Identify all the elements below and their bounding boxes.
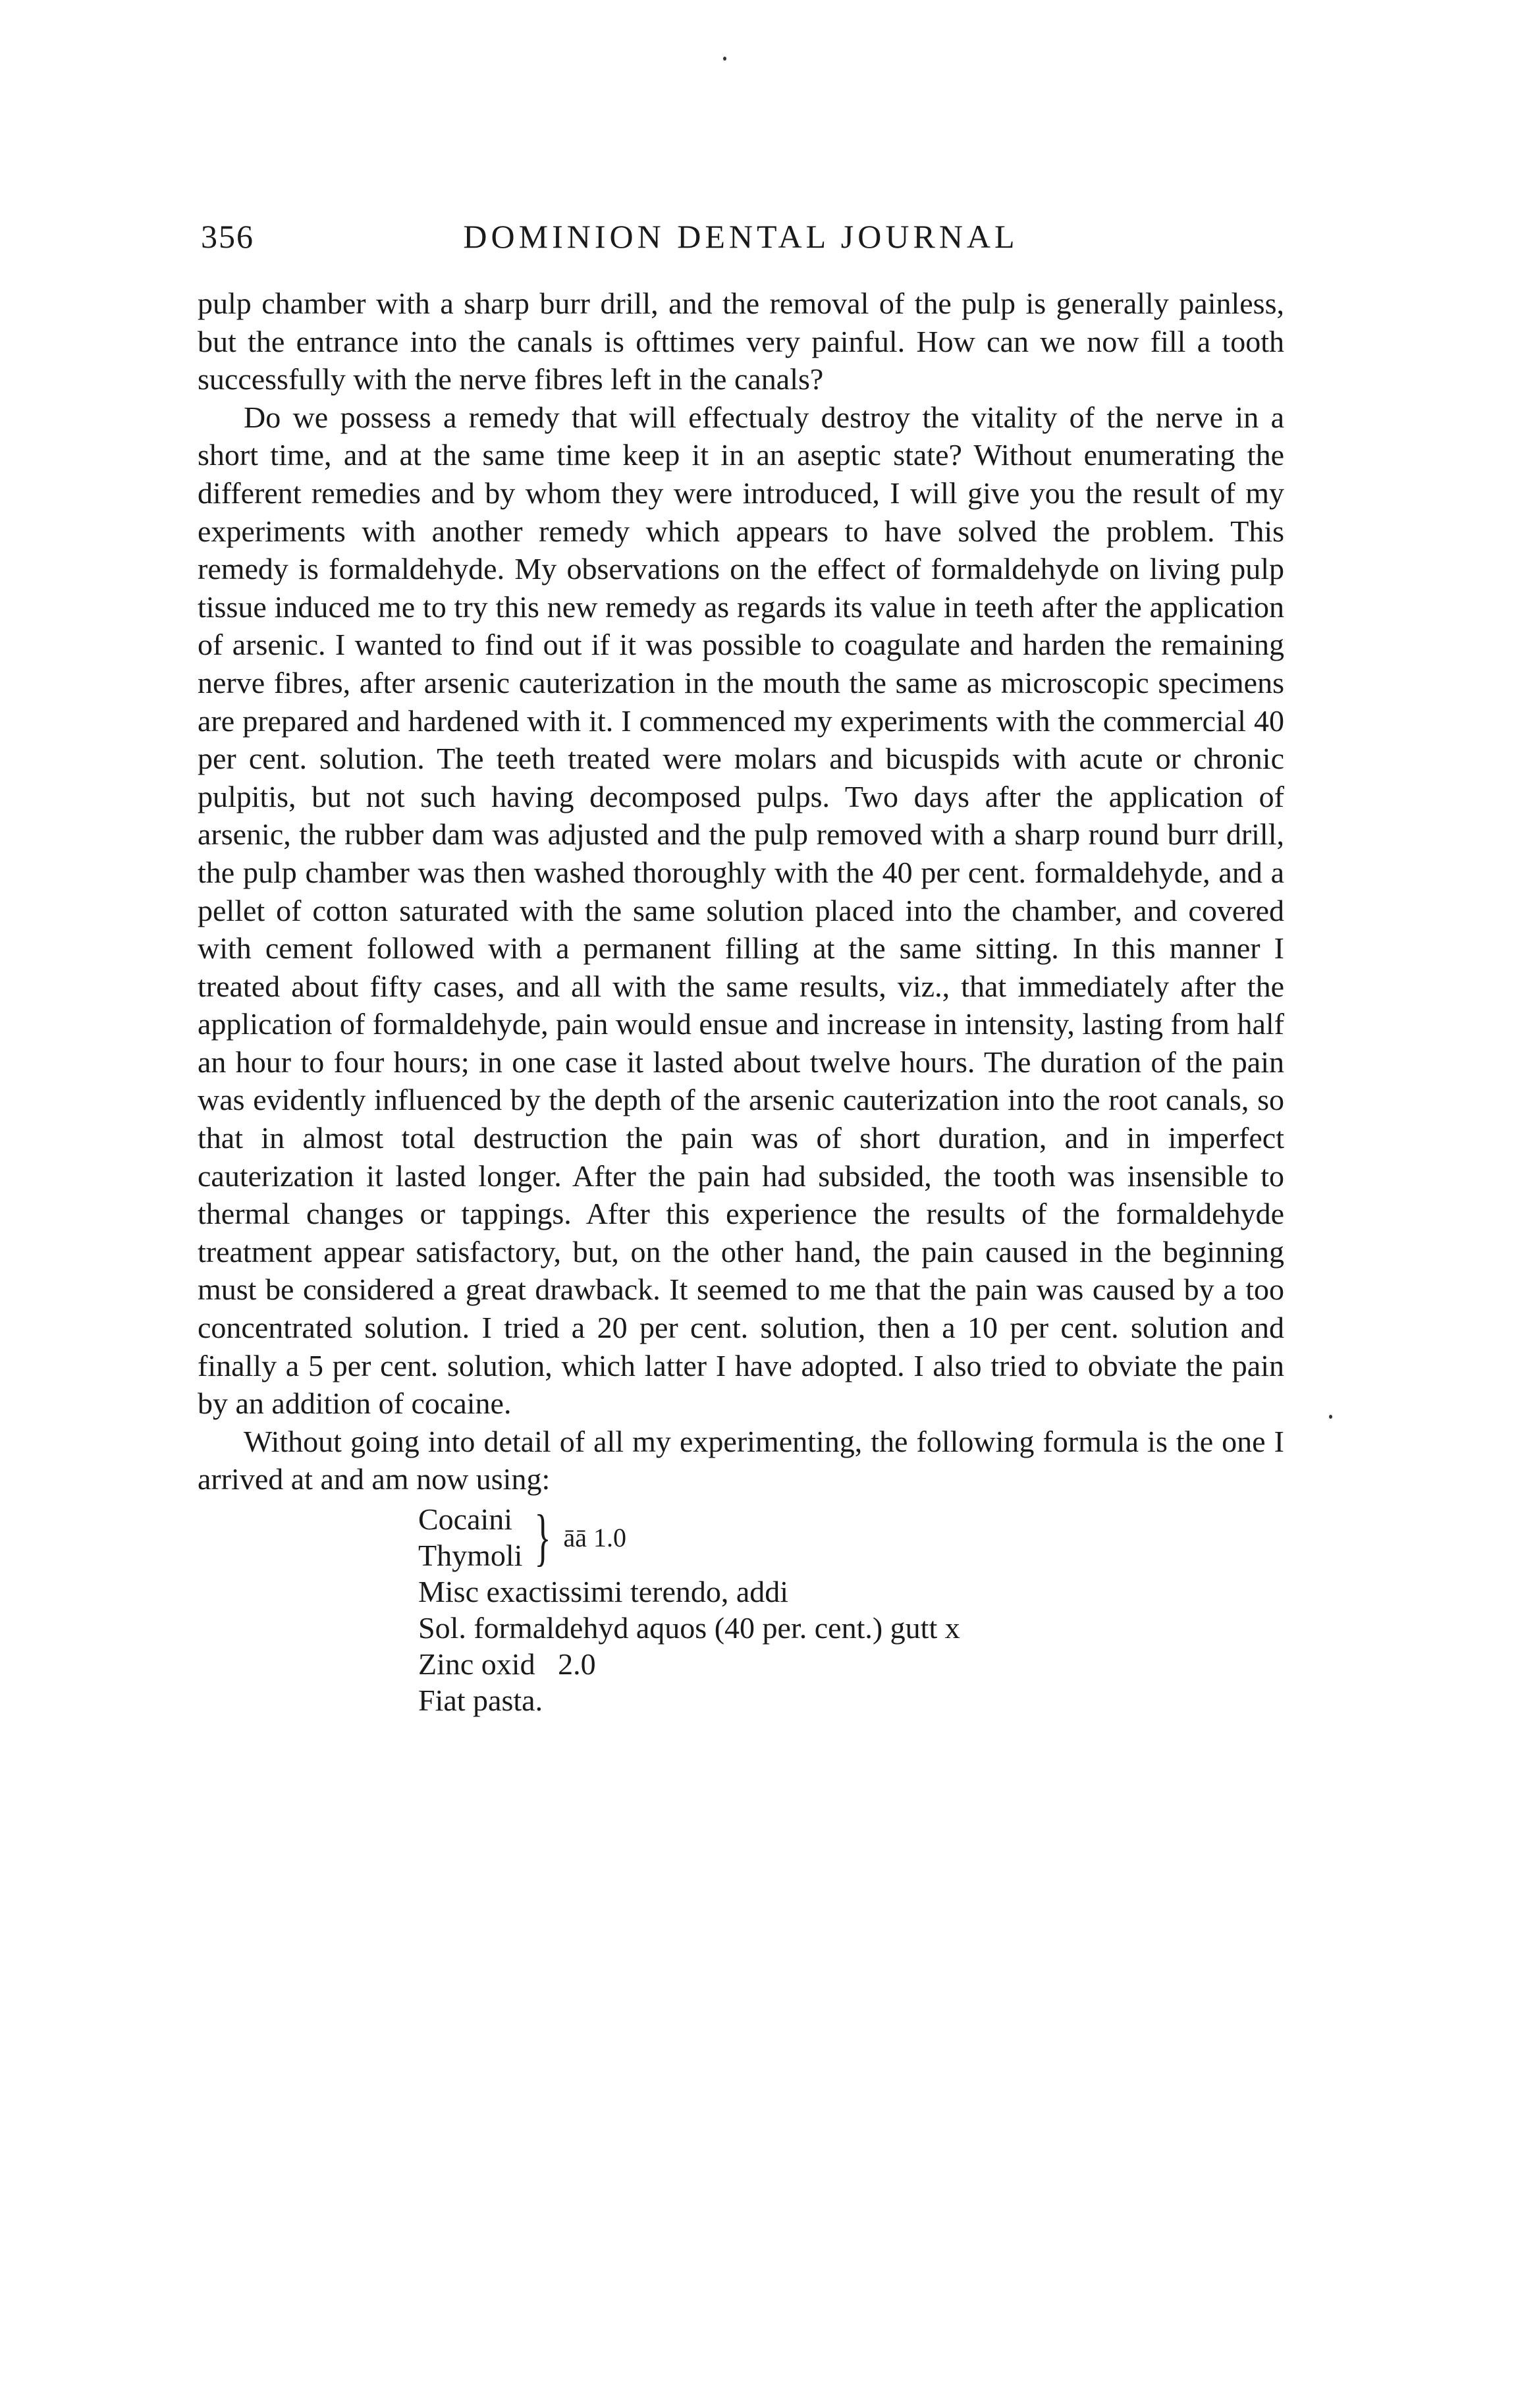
stray-mark	[1329, 1415, 1332, 1419]
formula-line: Sol. formaldehyd aquos (40 per. cent.) gutt x	[418, 1611, 960, 1645]
brace-symbol: }	[534, 1502, 552, 1572]
paragraph: Without going into detail of all my experimenting, the following formula is the one I arrived at and am now using:	[198, 1424, 1284, 1496]
article-body	[198, 285, 1284, 1498]
formula-drug: Thymoli	[418, 1539, 523, 1572]
running-header	[198, 217, 1284, 270]
page	[198, 217, 1284, 1718]
formula-line: Zinc oxid 2.0	[418, 1647, 596, 1681]
formula-line: Misc exactissimi terendo, addi	[418, 1575, 789, 1608]
drug-list	[418, 1501, 522, 1573]
stray-mark	[723, 57, 726, 61]
formula-drug: Cocaini	[418, 1502, 513, 1536]
journal-title: DOMINION DENTAL JOURNAL	[463, 218, 1019, 255]
formula-dose: āā 1.0	[563, 1522, 627, 1552]
formula-line: Fiat pasta.	[418, 1683, 543, 1717]
prescription-formula	[418, 1501, 1284, 1718]
paragraph-continued: pulp chamber with a sharp burr drill, and the removal of the pulp is generally painless, but the entrance into the canals is ofttimes very painful. How can we now fill a tooth successfully with the nerve fibres left in the canals?	[198, 287, 1284, 397]
formula-ingredients	[418, 1501, 1284, 1573]
paragraph: Do we possess a remedy that will effectualy destroy the vitality of the nerve in a short time, and at the same time keep it in an aseptic state? Without enumerating the different remedies and by whom they were introduced, I will give you the result of my experiments with another remedy which appears to have solved the problem. This remedy is formaldehyde. My observations on the effect of formaldehyde on living pulp tissue induced me to try this new remedy as regards its value in teeth after the application of arsenic. I wanted to find out if it was possible to coagulate and harden the remaining nerve fibres, after arsenic cauterization in the mouth the same as microscopic specimens are prepared and hardened with it. I commenced my experiments with the commercial 40 per cent. solution. The teeth treated were molars and bicuspids with acute or chronic pulpitis, but not such having decomposed pulps. Two days after the application of arsenic, the rubber dam was adjusted and the pulp removed with a sharp round burr drill, the pulp chamber was then washed thoroughly with the 40 per cent. formaldehyde, and a pellet of cotton saturated with the same solution placed into the chamber, and covered with cement followed with a permanent filling at the same sitting. In this manner I treated about fifty cases, and all with the same results, viz., that immediately after the application of formaldehyde, pain would ensue and increase in intensity, lasting from half an hour to four hours; in one case it lasted about twelve hours. The duration of the pain was evidently influenced by the depth of the arsenic cauterization into the root canals, so that in almost total destruction the pain was of short duration, and in imperfect cauterization it lasted longer. After the pain had subsided, the tooth was insensible to thermal changes or tappings. After this experience the results of the formaldehyde treatment appear satisfactory, but, on the other hand, the pain caused in the beginning must be considered a great drawback. It seemed to me that the pain was caused by a too concentrated solution. I tried a 20 per cent. solution, then a 10 per cent. solution and finally a 5 per cent. solution, which latter I have adopted. I also tried to obviate the pain by an addition of cocaine.	[198, 400, 1284, 1421]
page-number: 356	[201, 218, 254, 255]
